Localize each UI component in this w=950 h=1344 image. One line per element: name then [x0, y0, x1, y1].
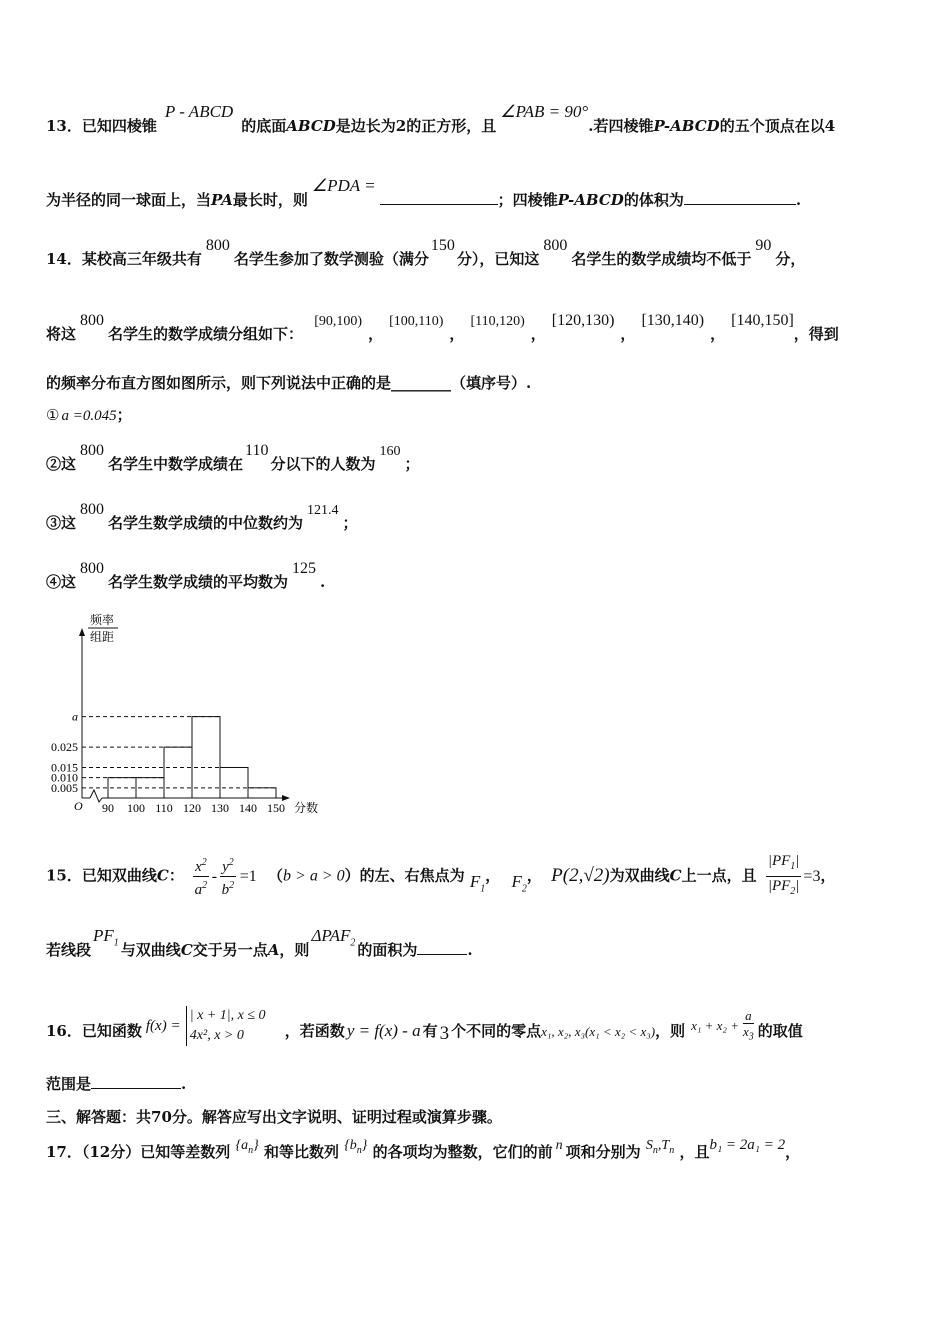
q13-side: 2	[395, 117, 407, 135]
q14-full: 150	[430, 237, 455, 254]
origin-label: O	[74, 799, 83, 813]
q17-text4: ，且	[679, 1143, 710, 1161]
q17-n: n	[555, 1138, 563, 1153]
frequency-histogram	[40, 608, 340, 818]
q15-c3: C	[180, 941, 193, 959]
option2-value: 110	[245, 442, 269, 459]
x-tick-label: 130	[211, 801, 229, 815]
q15-line2	[46, 926, 473, 966]
q17-line1	[46, 1137, 801, 1168]
y-tick-label: 0.015	[51, 760, 78, 775]
q17-text1: 和等比数列	[263, 1143, 339, 1161]
q16-line2	[46, 1074, 186, 1093]
q16-expr: x₁ + x₂ +	[691, 1018, 739, 1033]
q13-text5: 的五个顶点在以	[719, 117, 825, 135]
q15-pf1: $PF_1$	[93, 926, 119, 949]
q13-number: 13．已知四棱锥	[46, 117, 157, 135]
q13-text2: 是边长为	[335, 117, 396, 135]
q16-text2: 有	[422, 1022, 438, 1040]
x-tick-label: 120	[183, 801, 201, 815]
q13-end: .	[795, 191, 802, 209]
q16-text5: 的取值	[757, 1022, 803, 1040]
q14-option4	[46, 560, 326, 592]
option2-text: 名学生中数学成绩在	[108, 455, 244, 473]
q13-text1: 的底面	[241, 117, 287, 135]
q16-case2: 4x², x > 0	[189, 1028, 244, 1043]
q14-group-2: [100,110)	[389, 314, 444, 329]
q13-angle2: ∠PDA =	[311, 176, 376, 195]
histogram-bar	[220, 767, 248, 798]
q15-f2: $F_2$	[511, 871, 527, 894]
q17-text3: 项和分别为	[565, 1143, 641, 1161]
q15-colon: ：	[168, 866, 184, 885]
q13-pyramid3: P-ABCD	[557, 191, 624, 209]
q15-condition: b > a > 0	[283, 867, 345, 885]
q14-text1: 名学生参加了数学测验（满分	[233, 250, 429, 268]
q13-blank2[interactable]	[684, 190, 796, 205]
q16-blank[interactable]	[91, 1074, 181, 1089]
y-label-top: 频率	[90, 613, 115, 627]
q14-n2: 800	[543, 237, 568, 254]
q13-radius: 4	[824, 117, 836, 135]
q16-k: 3	[439, 1023, 450, 1044]
x-tick-label: 110	[155, 801, 173, 815]
q14-number: 14．某校高三年级共有	[46, 250, 202, 268]
q15-text1: 的左、右焦点为	[359, 866, 465, 885]
q15-text4: 若线段	[46, 941, 92, 959]
q15-ratio: =3	[803, 867, 821, 885]
q14-text6: 名学生的数学成绩分组如下：	[108, 325, 304, 343]
q14-group-1: [90,100)	[314, 314, 363, 329]
q13-text4: .若四棱锥	[588, 117, 654, 135]
option2-text2: 分以下的人数为	[270, 455, 376, 473]
q16-number: 16．已知函数	[46, 1022, 142, 1040]
q16-end: .	[181, 1075, 187, 1093]
section-3-header: 三、解答题：共70分。解答应写出文字说明、证明过程或演算步骤。	[46, 1108, 502, 1126]
x-tick-label: 90	[102, 801, 114, 815]
q13-line2	[46, 176, 802, 209]
option2-end: ；	[404, 455, 420, 473]
q13-text7: 最长时，则	[232, 191, 308, 209]
histogram-bar	[248, 788, 276, 798]
y-label-bottom: 组距	[90, 630, 115, 644]
q16-text4: ，则	[655, 1022, 686, 1040]
option4-mark: ④这	[46, 573, 77, 591]
option1-mark: ①	[46, 406, 60, 424]
option1-expr: a =0.045	[61, 408, 117, 424]
q15-number: 15．已知双曲线	[46, 866, 157, 885]
q14-n: 800	[205, 237, 230, 254]
q17-end: ，	[785, 1143, 801, 1161]
q13-angle: ∠PAB = 90°	[500, 102, 589, 121]
option3-n: 800	[80, 501, 105, 518]
q16-gx: y = f(x) - a	[346, 1021, 421, 1040]
q17-condition: b₁ = 2a₁ = 2	[709, 1137, 786, 1153]
q15-c2: C	[669, 866, 682, 885]
option3-mark: ③这	[46, 514, 77, 532]
q14-option2	[46, 442, 420, 475]
y-tick-label: 0.025	[51, 740, 78, 755]
q13-base: ABCD	[286, 117, 336, 135]
q16-fx: f(x) =	[145, 1018, 181, 1034]
histogram-bar	[164, 747, 192, 798]
q15-a: A	[267, 941, 280, 959]
q14-option3	[46, 501, 358, 534]
q14-line3: 的频率分布直方图如图所示，则下列说法中正确的是________（填序号）.	[46, 374, 532, 392]
x-tick-label: 140	[239, 801, 257, 815]
option3-end: ；	[342, 514, 358, 532]
q13-blank1[interactable]	[380, 190, 498, 205]
x-tick-label: 150	[267, 801, 285, 815]
q15-text7: ，则	[279, 941, 310, 959]
y-tick-label: 0.010	[51, 770, 78, 785]
q13-line1	[46, 102, 836, 135]
q15-c: C	[156, 866, 169, 885]
option2-n: 800	[80, 442, 105, 459]
q13-text6: 为半径的同一球面上，当	[46, 191, 212, 209]
q14-n3: 800	[80, 312, 105, 329]
q14-option1	[46, 406, 132, 425]
q14-line1	[46, 237, 806, 269]
y-tick-label: 0.005	[51, 780, 78, 795]
q13-text3: 的正方形，且	[406, 117, 497, 135]
option3-text: 名学生数学成绩的中位数约为	[108, 514, 304, 532]
q16-piecewise	[186, 1006, 266, 1046]
option4-n: 800	[80, 560, 105, 577]
q14-group-6: [140,150]	[731, 312, 794, 329]
q14-line2: 将这800名学生的数学成绩分组如下： [90,100)，[100,110)，[110,120)，[120,130)，[130,140)，[140,150]，得到	[46, 312, 839, 343]
q15-text5: 与双曲线	[120, 941, 181, 959]
x-tick-label: 100	[127, 801, 145, 815]
q14-group-3: [110,120)	[470, 314, 525, 329]
q15-line1: 15．已知双曲线C： $\frac{x^2}{a^2}$ - $\frac{y^2}{b^2}$ =1 （b > a > 0）的左、右焦点为 $F_1$， $F_2$， P(2,√2)为双曲线C上一点，且 $\frac{|PF_1|}{|PF_2|}$ =3，	[46, 852, 835, 901]
q14-text3: 名学生的数学成绩均不低于	[571, 250, 752, 268]
q16-frac: $\frac{a}{x_3}$	[742, 1007, 754, 1043]
q13-pa: PA	[211, 191, 233, 209]
q15-ratio-frac: $\frac{|PF_1|}{|PF_2|}$	[767, 853, 800, 897]
q16-line1	[46, 1007, 803, 1052]
option4-value: 125	[292, 560, 317, 577]
q15-point: P(2,√2)	[551, 864, 610, 886]
q17-number: 17．（12分）已知等差数列	[46, 1143, 231, 1161]
q16-case1: | x + 1|, x ≤ 0	[189, 1008, 266, 1023]
q16-zeros: x₁, x₂, x₃(x₁ < x₂ < x₃)	[541, 1024, 656, 1039]
option2-count: 160	[379, 444, 401, 459]
q15-triangle: $\Delta PAF_2$	[311, 926, 356, 949]
q14-group-5: [130,140)	[641, 312, 705, 329]
q17-an: $\{a_n\}$	[235, 1138, 259, 1156]
q13-text8: ；四棱锥	[497, 191, 558, 209]
q14-text4: 分，	[775, 250, 806, 268]
q13-pyramid2: P-ABCD	[653, 117, 720, 135]
option1-end: ；	[116, 406, 132, 424]
q14-text2: 分），已知这	[456, 250, 540, 268]
q14-min: 90	[755, 237, 772, 254]
histogram-bar	[192, 717, 220, 798]
x-axis-label: 分数	[294, 801, 319, 815]
q16-text6: 范围是	[46, 1075, 92, 1093]
q13-text9: 的体积为	[623, 191, 684, 209]
q15-text6: 交于另一点	[192, 941, 268, 959]
q17-st: $S_n,T_n$	[645, 1138, 675, 1156]
q15-end: .	[467, 941, 473, 959]
q14-text5: 将这	[46, 325, 77, 343]
option2-mark: ②这	[46, 455, 77, 473]
q15-text3: 上一点，且	[681, 866, 757, 885]
q15-frac-x: $\frac{x^2}{a^2}$	[193, 854, 209, 899]
q14-group-4: [120,130)	[551, 312, 615, 329]
q16-text3: 个不同的零点	[451, 1022, 542, 1040]
q15-frac-y: $\frac{y^2}{b^2}$	[220, 854, 236, 899]
q17-text2: 的各项均为整数，它们的前	[372, 1143, 553, 1161]
x-axis-break	[90, 790, 102, 802]
y-tick-label: a	[72, 709, 78, 724]
q14-text7: ，得到	[793, 325, 839, 343]
q15-text8: 的面积为	[357, 941, 418, 959]
option3-value: 121.4	[307, 503, 339, 518]
option4-end: .	[320, 573, 326, 591]
y-axis-arrow	[79, 628, 85, 636]
q16-text1: ，若函数	[284, 1022, 345, 1040]
q17-bn: $\{b_n\}$	[344, 1138, 368, 1156]
q15-blank[interactable]	[417, 940, 467, 955]
q15-text2: 为双曲线	[609, 866, 670, 885]
option4-text: 名学生数学成绩的平均数为	[108, 573, 289, 591]
q15-f1: $F_1$	[469, 871, 486, 894]
q13-pyramid: P - ABCD	[164, 102, 234, 121]
